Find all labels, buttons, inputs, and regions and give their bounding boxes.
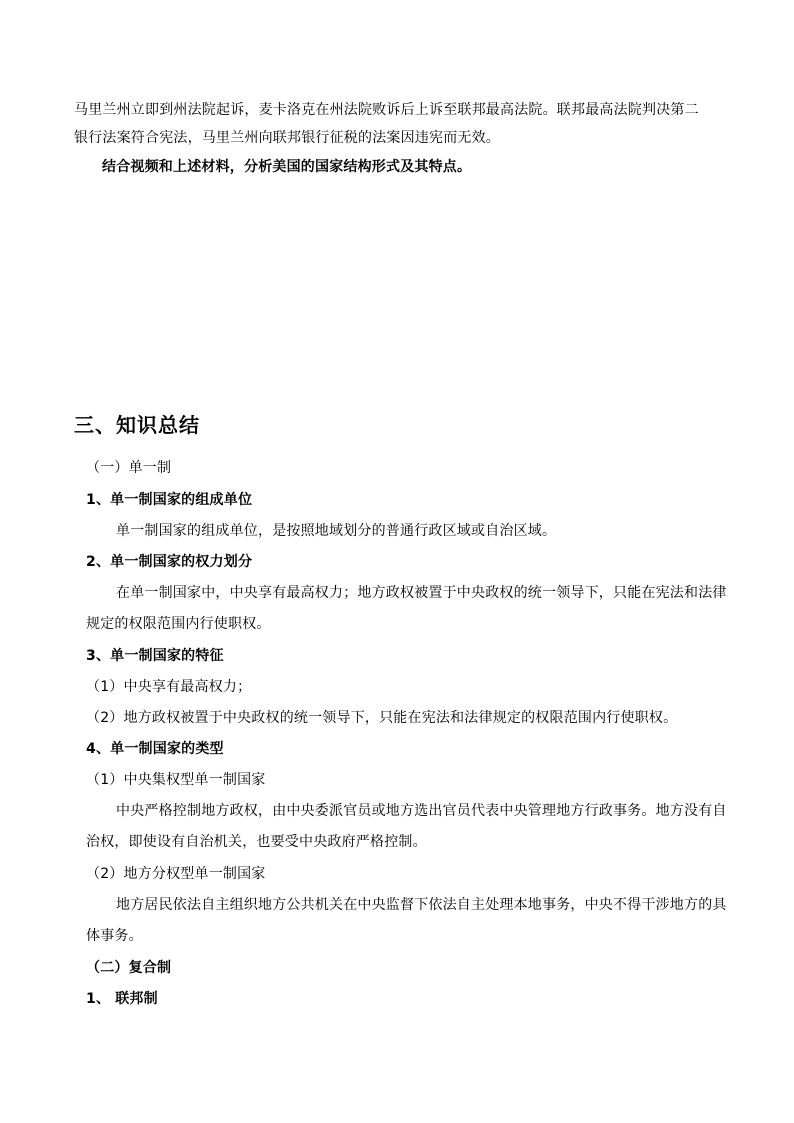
item1-heading: 1、单一制国家的组成单位 [86, 492, 253, 508]
item3-point-1: （1）中央享有最高权力； [86, 679, 252, 695]
item3-heading: 3、单一制国家的特征 [86, 648, 224, 664]
part2-item1-heading: 1、 联邦制 [86, 991, 158, 1007]
intro-line-2: 银行法案符合宪法，马里兰州向联邦银行征税的法案因违宪而无效。 [74, 130, 500, 146]
type2-line-2: 体事务。 [86, 928, 143, 944]
item4-heading: 4、单一制国家的类型 [86, 741, 224, 757]
item2-heading: 2、单一制国家的权力划分 [86, 554, 253, 570]
type2-title: （2）地方分权型单一制国家 [86, 866, 266, 882]
type2-line-1: 地方居民依法自主组织地方公共机关在中央监督下依法自主处理本地事务，中央不得干涉地方的具 [116, 897, 727, 913]
item2-body-line-1: 在单一制国家中，中央享有最高权力；地方政权被置于中央政权的统一领导下，只能在宪法和法律 [116, 585, 727, 601]
intro-line-1: 马里兰州立即到州法院起诉，麦卡洛克在州法院败诉后上诉至联邦最高法院。联邦最高法院判决第二 [74, 102, 699, 118]
part2-heading: （二）复合制 [86, 960, 172, 976]
type1-line-1: 中央严格控制地方政权，由中央委派官员或地方选出官员代表中央管理地方行政事务。地方没有自 [116, 803, 727, 819]
item1-body: 单一制国家的组成单位，是按照地域划分的普通行政区域或自治区域。 [116, 523, 557, 539]
part1-heading: （一）单一制 [86, 460, 172, 476]
type1-line-2: 治权，即使设有自治机关，也要受中央政府严格控制。 [86, 834, 427, 850]
section-title: 三、知识总结 [74, 413, 200, 437]
discussion-question: 结合视频和上述材料，分析美国的国家结构形式及其特点。 [102, 159, 472, 175]
item2-body-line-2: 规定的权限范围内行使职权。 [86, 616, 271, 632]
type1-title: （1）中央集权型单一制国家 [86, 772, 266, 788]
item3-point-2: （2）地方政权被置于中央政权的统一领导下，只能在宪法和法律规定的权限范围内行使职权。 [86, 710, 678, 726]
